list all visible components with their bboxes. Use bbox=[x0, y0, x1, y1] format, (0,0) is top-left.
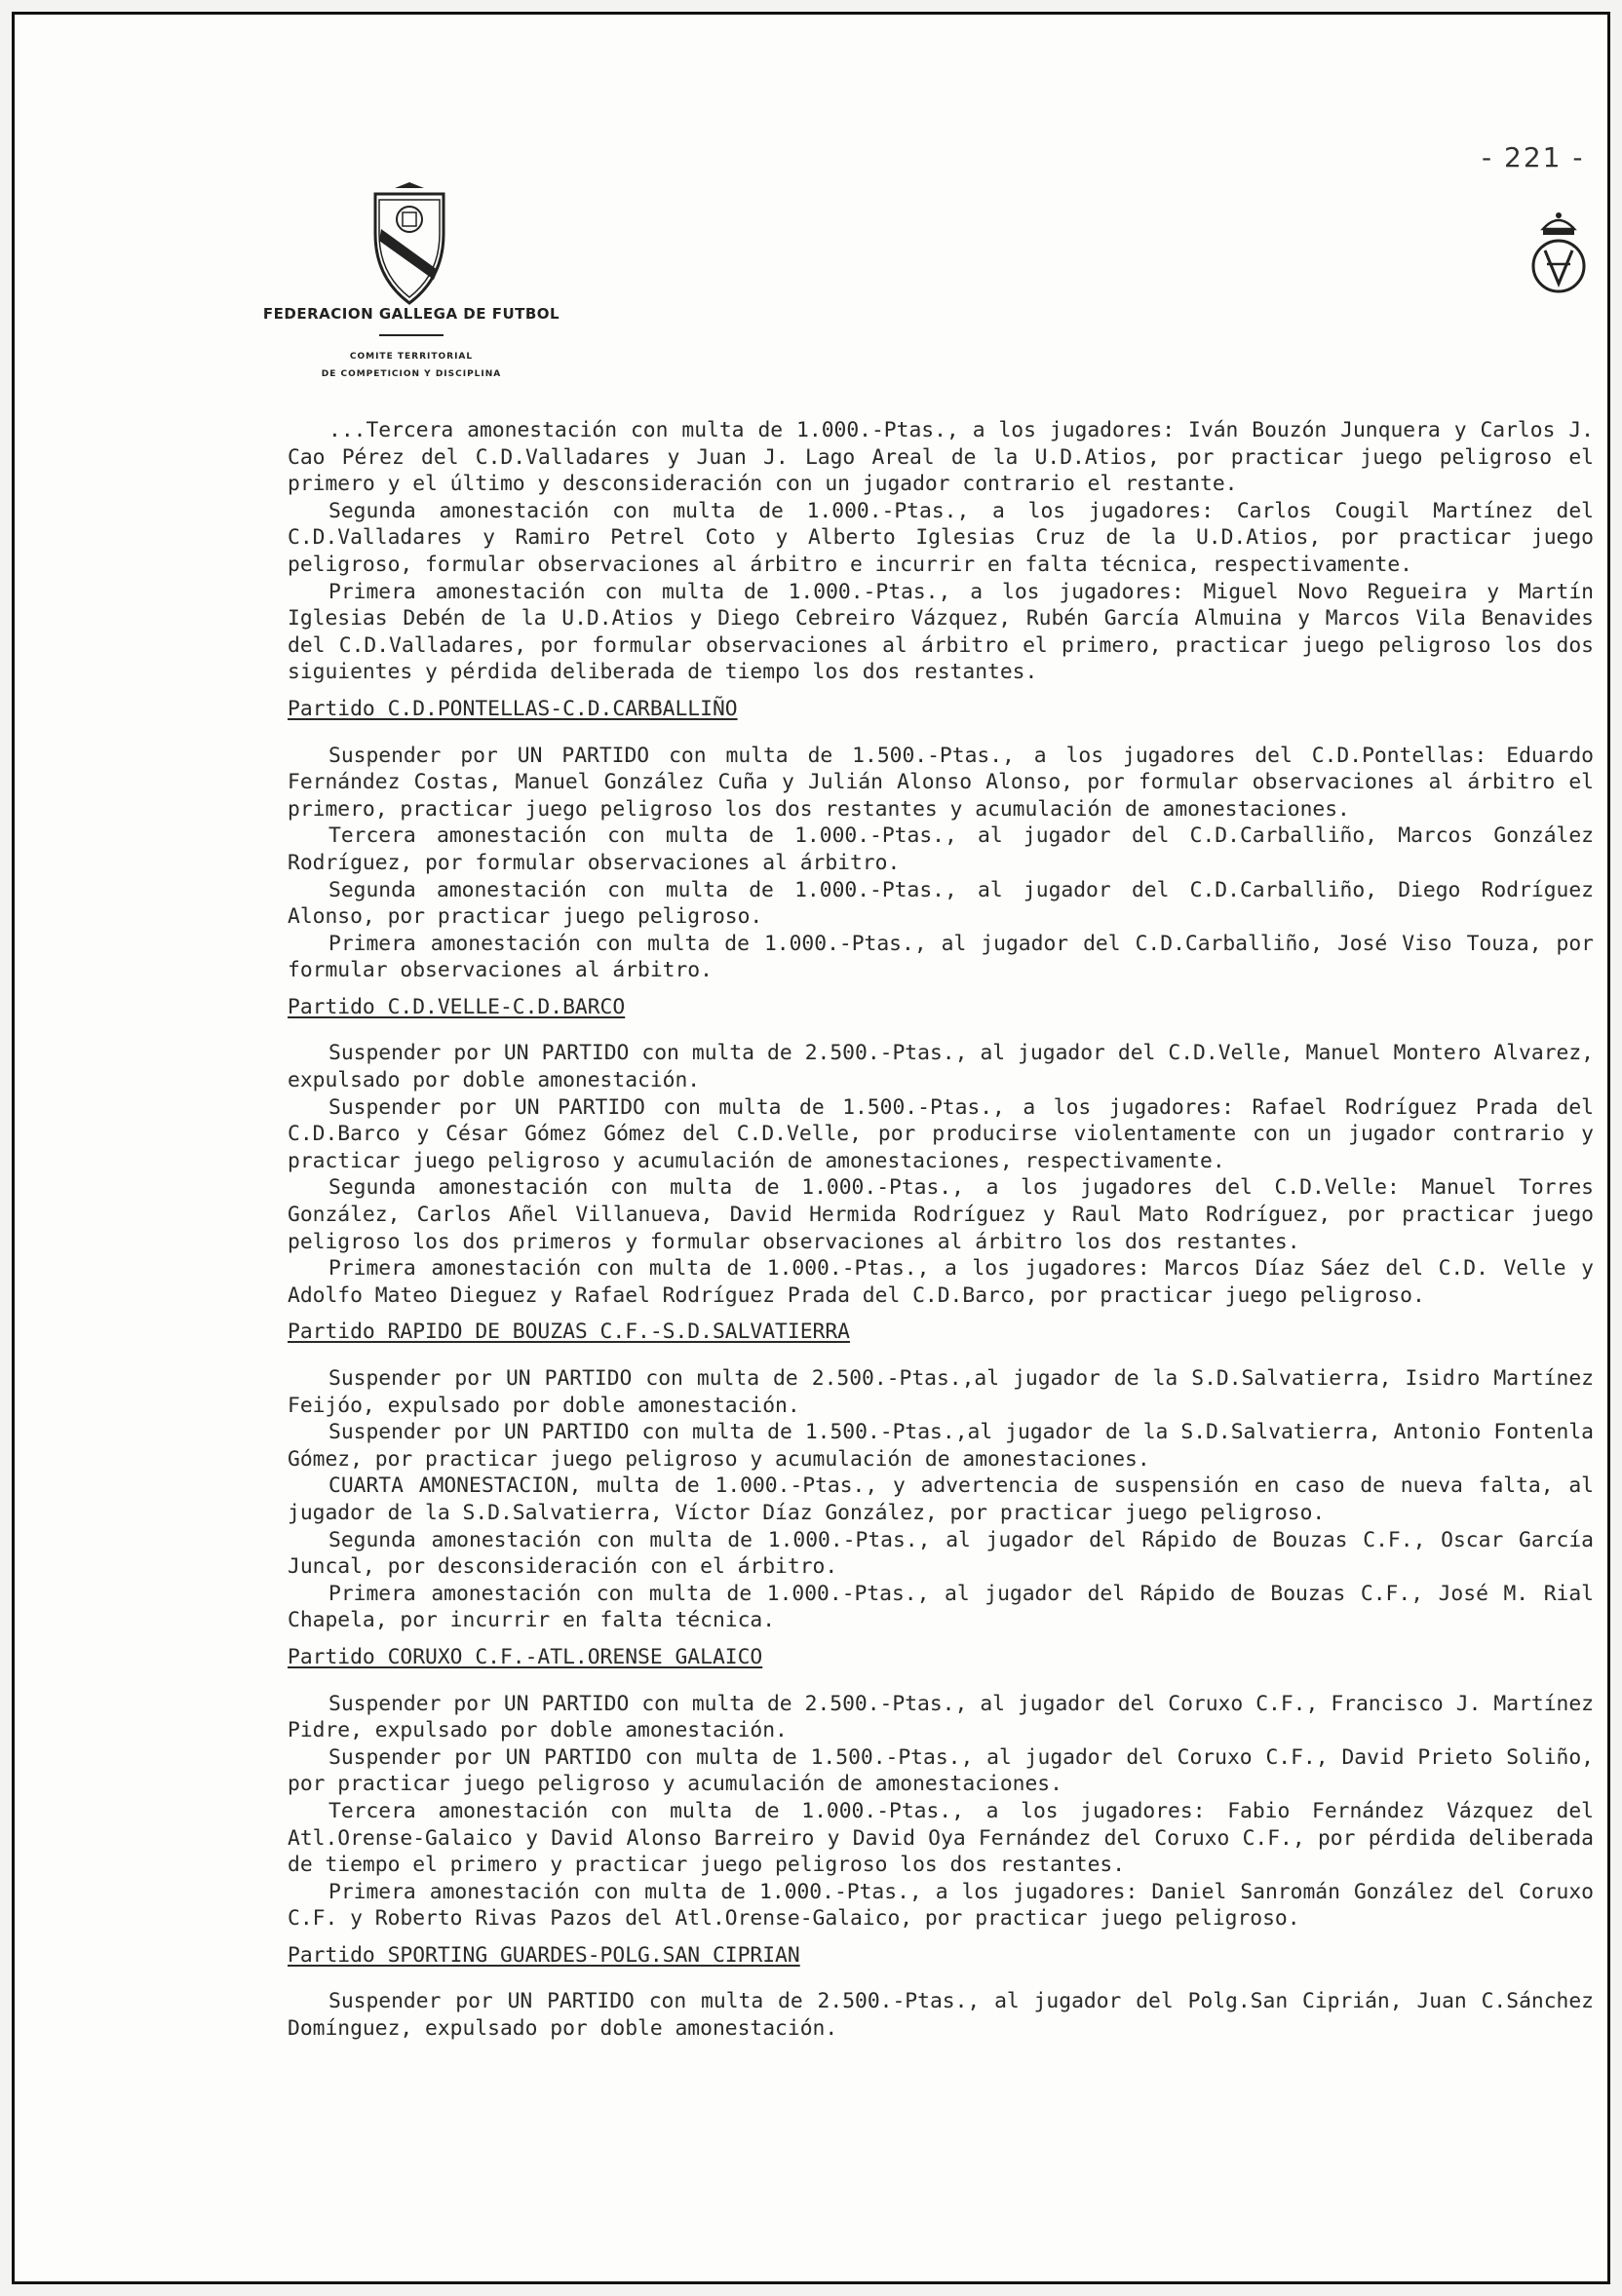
resolution-paragraph: Suspender por UN PARTIDO con multa de 1.500.-Ptas., al jugador del Coruxo C.F., David Prieto Soliño, por practicar juego peligroso y acumulación de amonestaciones. bbox=[288, 1744, 1594, 1797]
resolution-paragraph: Primera amonestación con multa de 1.000.-Ptas., a los jugadores: Miguel Novo Regueira y Martín Iglesias Debén de la U.D.Atios y Diego Cebreiro Vázquez, Rubén García Almuina y Marcos Vila Benavides del C.D.Valladares, por formular observaciones al árbitro el primero, practicar juego peligroso los dos siguientes y pérdida deliberada de tiempo los dos restantes. bbox=[288, 579, 1594, 685]
rfef-crest-icon bbox=[1527, 208, 1590, 305]
resolution-paragraph: Primera amonestación con multa de 1.000.-Ptas., al jugador del C.D.Carballiño, José Viso Touza, por formular observaciones al árbitro. bbox=[288, 931, 1594, 983]
resolution-paragraph: Segunda amonestación con multa de 1.000.-Ptas., a los jugadores del C.D.Velle: Manuel Torres González, Carlos Añel Villanueva, David Hermida Rodríguez y Raul Mato Rodríguez, por practicar juego peligroso los dos primeros y formular observaciones al árbitro los dos restantes. bbox=[288, 1175, 1594, 1254]
resolution-paragraph: CUARTA AMONESTACION, multa de 1.000.-Ptas., y advertencia de suspensión en caso de nueva falta, al jugador de la S.D.Salvatierra, Víctor Díaz González, por practicar juego peligroso. bbox=[288, 1473, 1594, 1525]
resolution-paragraph: Segunda amonestación con multa de 1.000.-Ptas., al jugador del Rápido de Bouzas C.F., Oscar García Juncal, por desconsideración con el árbitro. bbox=[288, 1527, 1594, 1580]
match-heading bbox=[288, 1309, 1594, 1359]
resolution-paragraph: Suspender por UN PARTIDO con multa de 2.500.-Ptas., al jugador del Coruxo C.F., Francisco J. Martínez Pidre, expulsado por doble amonestación. bbox=[288, 1691, 1594, 1743]
resolutions-body bbox=[288, 417, 1594, 2043]
resolution-paragraph: Primera amonestación con multa de 1.000.-Ptas., a los jugadores: Marcos Díaz Sáez del C.D. Velle y Adolfo Mateo Dieguez y Rafael Rodríguez Prada del C.D.Barco, por practicar juego peligroso. bbox=[288, 1256, 1594, 1308]
match-heading-text: Partido RAPIDO DE BOUZAS C.F.-S.D.SALVATIERRA bbox=[288, 1320, 850, 1345]
resolution-paragraph: Primera amonestación con multa de 1.000.-Ptas., al jugador del Rápido de Bouzas C.F., José M. Rial Chapela, por incurrir en falta técnica. bbox=[288, 1581, 1594, 1633]
page-number: - 221 - bbox=[1482, 141, 1585, 173]
match-heading bbox=[288, 1932, 1594, 1983]
match-heading-text: Partido C.D.VELLE-C.D.BARCO bbox=[288, 994, 626, 1019]
match-heading bbox=[288, 686, 1594, 737]
resolution-paragraph: Suspender por UN PARTIDO con multa de 1.500.-Ptas.,al jugador de la S.D.Salvatierra, Antonio Fontenla Gómez, por practicar juego peligroso y acumulación de amonestaciones. bbox=[288, 1420, 1594, 1472]
resolution-paragraph: ...Tercera amonestación con multa de 1.000.-Ptas., a los jugadores: Iván Bouzón Junquera y Carlos J. Cao Pérez del C.D.Valladares y Juan J. Lago Areal de la U.D.Atios, por practicar juego peligroso el primero y el último y desconsideración con un jugador contrario el restante. bbox=[288, 418, 1594, 497]
match-heading bbox=[288, 1634, 1594, 1685]
resolution-paragraph: Tercera amonestación con multa de 1.000.-Ptas., al jugador del C.D.Carballiño, Marcos González Rodríguez, por formular observaciones al árbitro. bbox=[288, 823, 1594, 875]
federation-name: FEDERACION GALLEGA DE FUTBOL bbox=[262, 305, 560, 323]
match-heading-text: Partido SPORTING GUARDES-POLG.SAN CIPRIAN bbox=[288, 1942, 800, 1968]
resolution-paragraph: Suspender por UN PARTIDO con multa de 2.500.-Ptas., al jugador del C.D.Velle, Manuel Montero Alvarez, expulsado por doble amonestación. bbox=[288, 1041, 1594, 1093]
committee-subtitle-1: COMITE TERRITORIAL bbox=[349, 352, 474, 362]
federation-crest-icon bbox=[366, 180, 453, 307]
resolution-paragraph: Suspender por UN PARTIDO con multa de 2.500.-Ptas.,al jugador de la S.D.Salvatierra, Isidro Martínez Feijóo, expulsado por doble amonestación. bbox=[288, 1366, 1594, 1418]
resolution-paragraph: Segunda amonestación con multa de 1.000.-Ptas., al jugador del C.D.Carballiño, Diego Rodríguez Alonso, por practicar juego peligroso. bbox=[288, 877, 1594, 930]
resolution-paragraph: Segunda amonestación con multa de 1.000.-Ptas., a los jugadores: Carlos Cougil Martínez del C.D.Valladares y Ramiro Petrel Coto y Alberto Iglesias Cruz de la U.D.Atios, por practicar juego peligroso, formular observaciones al árbitro e incurrir en falta técnica, respectivamente. bbox=[288, 498, 1594, 577]
resolution-paragraph: Suspender por UN PARTIDO con multa de 2.500.-Ptas., al jugador del Polg.San Ciprián, Juan C.Sánchez Domínguez, expulsado por doble amonestación. bbox=[288, 1989, 1594, 2042]
resolution-paragraph: Primera amonestación con multa de 1.000.-Ptas., a los jugadores: Daniel Sanromán González del Coruxo C.F. y Roberto Rivas Pazos del Atl.Orense-Galaico, por practicar juego peligroso. bbox=[288, 1879, 1594, 1932]
letterhead-rule bbox=[379, 332, 444, 338]
match-heading bbox=[288, 984, 1594, 1035]
match-heading-text: Partido CORUXO C.F.-ATL.ORENSE GALAICO bbox=[288, 1644, 763, 1669]
resolution-paragraph: Suspender por UN PARTIDO con multa de 1.500.-Ptas., a los jugadores: Rafael Rodríguez Prada del C.D.Barco y César Gómez Gómez del C.D.Velle, por producirse violentamente con un jugador contrario y practicar juego peligroso y acumulación de amonestaciones, respectivamente. bbox=[288, 1094, 1594, 1173]
match-heading-text: Partido C.D.PONTELLAS-C.D.CARBALLIÑO bbox=[288, 696, 738, 721]
document-page bbox=[12, 12, 1610, 2284]
committee-subtitle-2: DE COMPETICION Y DISCIPLINA bbox=[321, 369, 502, 379]
resolution-paragraph: Suspender por UN PARTIDO con multa de 1.500.-Ptas., a los jugadores del C.D.Pontellas: Eduardo Fernández Costas, Manuel González Cuña y Julián Alonso Alonso, por formular observaciones al árbitro el primero, practicar juego peligroso los dos restantes y acumulación de amonestaciones. bbox=[288, 743, 1594, 822]
resolution-paragraph: Tercera amonestación con multa de 1.000.-Ptas., a los jugadores: Fabio Fernández Vázquez del Atl.Orense-Galaico y David Alonso Barreiro y David Oya Fernández del Coruxo C.F., por pérdida deliberada de tiempo el primero y practicar juego peligroso los dos restantes. bbox=[288, 1798, 1594, 1878]
